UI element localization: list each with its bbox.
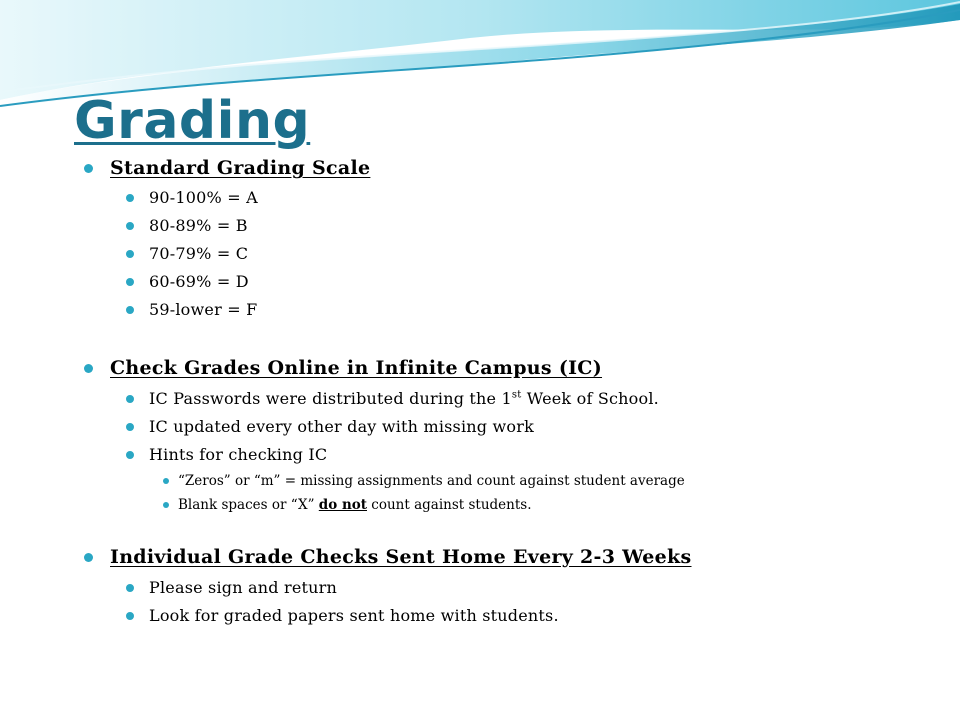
bullet-icon (126, 423, 134, 431)
list-item: 59-lower = F (126, 300, 257, 319)
slide-title: Grading (74, 91, 311, 151)
bullet-icon (163, 478, 169, 484)
list-item: Look for graded papers sent home with students. (126, 606, 559, 625)
list-item: IC Passwords were distributed during the 1st Week of School. (126, 389, 659, 408)
bullet-icon (126, 250, 134, 258)
section-heading-grading-scale: Standard Grading Scale (84, 157, 370, 179)
bullet-icon (163, 502, 169, 508)
bullet-icon (126, 306, 134, 314)
bullet-icon (84, 164, 93, 173)
bullet-icon (126, 451, 134, 459)
sub-list-item: Blank spaces or “X” do not count against students. (163, 497, 532, 513)
bullet-icon (126, 612, 134, 620)
bullet-icon (126, 194, 134, 202)
bullet-icon (126, 395, 134, 403)
bullet-icon (84, 553, 93, 562)
list-item: 70-79% = C (126, 244, 248, 263)
bullet-icon (84, 364, 93, 373)
section-heading-grade-checks: Individual Grade Checks Sent Home Every 2-3 Weeks (84, 546, 692, 568)
section-heading-infinite-campus: Check Grades Online in Infinite Campus (IC) (84, 357, 602, 379)
list-item: IC updated every other day with missing work (126, 417, 534, 436)
list-item: 80-89% = B (126, 216, 248, 235)
bullet-icon (126, 584, 134, 592)
list-item: 90-100% = A (126, 188, 258, 207)
list-item: Hints for checking IC (126, 445, 327, 464)
bullet-icon (126, 278, 134, 286)
list-item: 60-69% = D (126, 272, 249, 291)
sub-list-item: “Zeros” or “m” = missing assignments and count against student average (163, 473, 685, 489)
bullet-icon (126, 222, 134, 230)
list-item: Please sign and return (126, 578, 337, 597)
